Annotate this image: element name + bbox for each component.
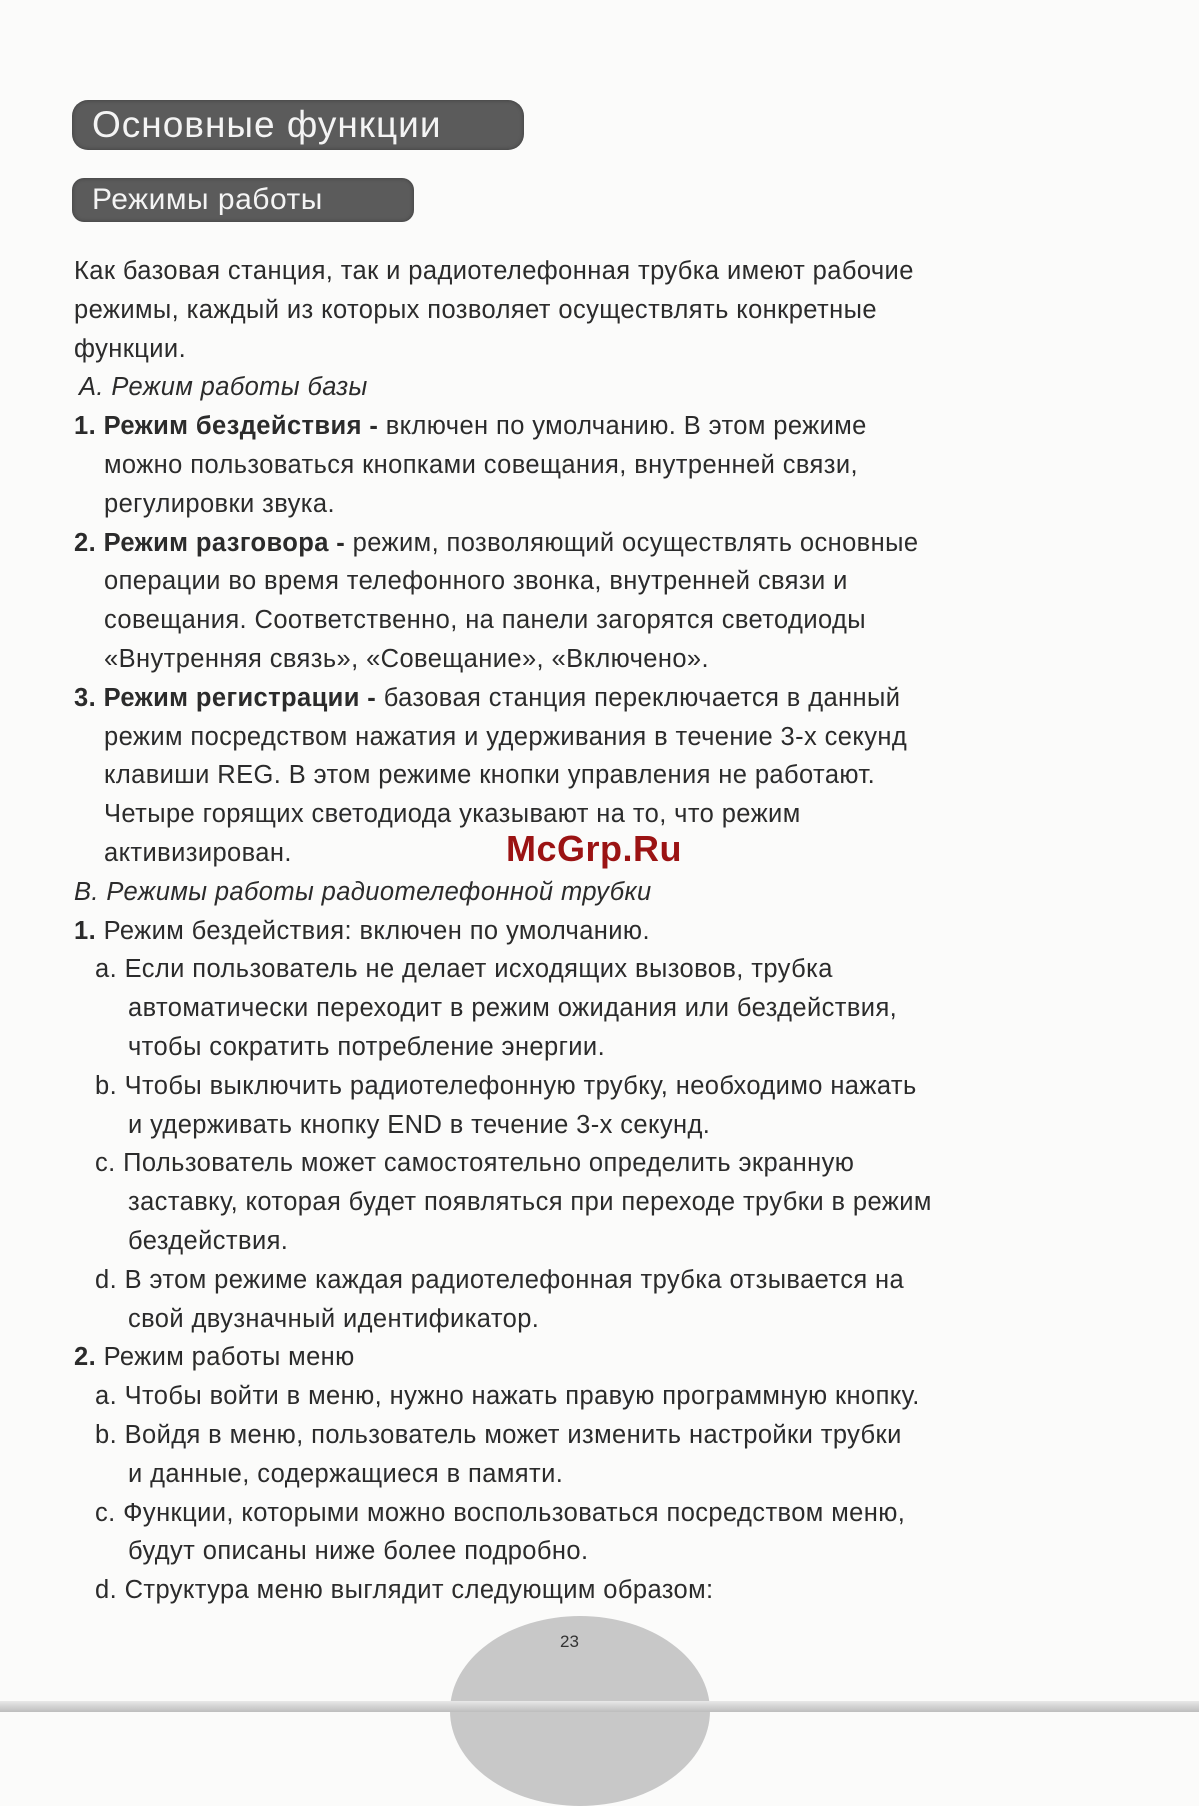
sub-item [74, 1261, 1134, 1300]
sub-item [74, 1377, 1134, 1416]
sub-letter: d. [95, 1576, 118, 1605]
section-heading-banner [72, 178, 414, 222]
item-term: Режим регистрации - [103, 683, 377, 712]
sub-text: Чтобы войти в меню, нужно нажать правую программную кнопку. [124, 1382, 920, 1411]
handset-item-2 [74, 1338, 1134, 1377]
main-heading: Основные функции [92, 104, 442, 145]
item-text: режим, позволяющий осуществлять основные [352, 528, 919, 557]
item-text: Режим работы меню [103, 1343, 355, 1372]
item-line: совещания. Соответственно, на панели загорятся светодиоды [104, 606, 867, 635]
item-text: Режим бездействия: включен по умолчанию. [103, 916, 650, 945]
item-text: базовая станция переключается в данный [383, 683, 901, 712]
sub-text: Войдя в меню, пользователь может изменить настройки трубки [124, 1420, 902, 1449]
item-line: клавиши REG. В этом режиме кнопки управления не работают. [104, 761, 876, 790]
sub-letter: a. [95, 1382, 118, 1411]
sub-letter: b. [95, 1071, 118, 1100]
base-item-3 [74, 679, 1134, 718]
sub-text: Пользователь может самостоятельно определить экранную [123, 1149, 855, 1178]
item-line: регулировки звука. [104, 489, 335, 518]
item-number: 1. [74, 412, 97, 441]
item-line: Четыре горящих светодиода указывают на то, что режим [104, 800, 801, 829]
item-number: 1. [74, 916, 97, 945]
sub-letter: c. [95, 1149, 116, 1178]
sub-item [74, 1571, 1134, 1610]
base-mode-title: А. Режим работы базы [79, 373, 368, 402]
item-line: операции во время телефонного звонка, внутренней связи и [104, 567, 848, 596]
sub-item [74, 1416, 1134, 1455]
sub-text: В этом режиме каждая радиотелефонная трубка отзывается на [124, 1265, 905, 1294]
handset-mode-title: В. Режимы работы радиотелефонной трубки [74, 877, 652, 906]
sub-text: Структура меню выглядит следующим образом: [124, 1576, 714, 1605]
item-line: можно пользоваться кнопками совещания, внутренней связи, [104, 450, 858, 479]
item-term: Режим бездействия - [103, 412, 379, 441]
item-line: активизирован. [104, 838, 292, 867]
sub-letter: a. [95, 955, 118, 984]
sub-letter: b. [95, 1420, 118, 1449]
sub-line: и данные, содержащиеся в памяти. [128, 1459, 564, 1488]
sub-item [74, 1067, 1134, 1106]
sub-letter: d. [95, 1265, 118, 1294]
sub-item [74, 1144, 1134, 1183]
base-item-1 [74, 407, 1134, 446]
sub-line: чтобы сократить потребление энергии. [128, 1032, 606, 1061]
sub-line: свой двузначный идентификатор. [128, 1304, 540, 1333]
sub-text: Функции, которыми можно воспользоваться посредством меню, [123, 1498, 906, 1527]
section-heading: Режимы работы [92, 183, 323, 216]
intro-line: функции. [74, 334, 187, 363]
sub-text: Чтобы выключить радиотелефонную трубку, необходимо нажать [124, 1071, 917, 1100]
main-heading-banner [72, 100, 524, 150]
item-line: «Внутренняя связь», «Совещание», «Включено». [104, 644, 709, 673]
base-item-2 [74, 524, 1134, 563]
item-number: 3. [74, 683, 97, 712]
sub-line: автоматически переходит в режим ожидания или бездействия, [128, 994, 898, 1023]
sub-line: будут описаны ниже более подробно. [128, 1537, 589, 1566]
sub-line: и удерживать кнопку END в течение 3-х секунд. [128, 1110, 711, 1139]
item-term: Режим разговора - [103, 528, 346, 557]
sub-item [74, 950, 1134, 989]
item-number: 2. [74, 528, 97, 557]
handset-item-1 [74, 912, 1134, 951]
intro-line: режимы, каждый из которых позволяет осуществлять конкретные [74, 295, 877, 324]
page-number: 23 [560, 1632, 579, 1651]
intro-line: Как базовая станция, так и радиотелефонная трубка имеют рабочие [74, 257, 914, 285]
page-body [74, 252, 1134, 1610]
sub-item [74, 1494, 1134, 1533]
watermark: McGrp.Ru [506, 828, 683, 869]
sub-letter: c. [95, 1498, 116, 1527]
item-line: режим посредством нажатия и удерживания в течение 3-х секунд [104, 722, 908, 751]
sub-line: заставку, которая будет появляться при переходе трубки в режим [128, 1188, 932, 1217]
item-number: 2. [74, 1343, 97, 1372]
page-bottom-edge [0, 1701, 1199, 1712]
sub-text: Если пользователь не делает исходящих вызовов, трубка [124, 955, 833, 984]
sub-line: бездействия. [128, 1226, 289, 1255]
item-text: включен по умолчанию. В этом режиме [385, 412, 867, 441]
